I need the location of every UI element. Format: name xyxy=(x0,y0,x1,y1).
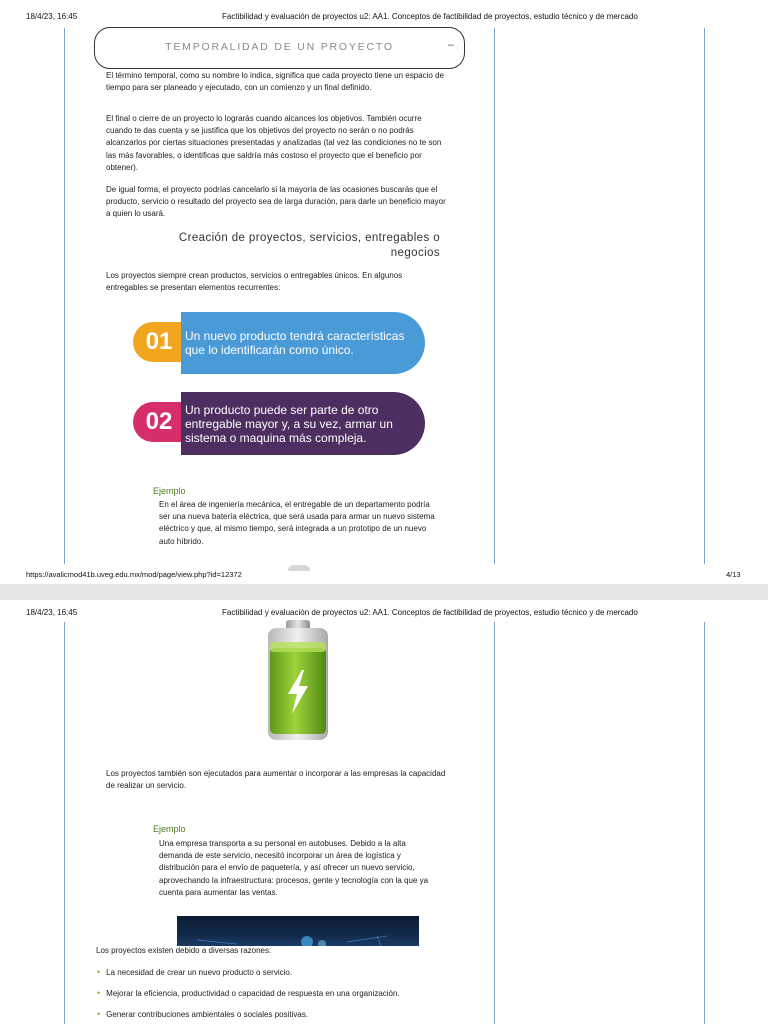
print-header xyxy=(0,608,768,620)
list-item xyxy=(97,1009,308,1019)
example-label: Ejemplo xyxy=(153,486,186,496)
paragraph-temporal: El término temporal, como su nombre lo indica, significa que cada proyecto tiene un espacio de tiempo para ser planeado y ejecutado, con un comienzo y un final definido. xyxy=(106,71,444,93)
accordion-temporalidad[interactable] xyxy=(94,27,465,69)
print-header xyxy=(0,12,768,24)
card-02 xyxy=(181,392,425,455)
card-01 xyxy=(181,312,425,374)
example-text: En el área de ingeniería mecánica, el entregable de un departamento podría ser una nueva batería eléctrica, que será usada para armar un nuevo sistema eléctrico y que, al mismo tiempo, será integrada a un prototipo de un nuevo auto híbrido. xyxy=(159,500,435,546)
section-subheading: Creación de proyectos, servicios, entregables o negocios xyxy=(178,232,440,259)
page-separator xyxy=(0,584,768,600)
list-item-text: Generar contribuciones ambientales o sociales positivas. xyxy=(106,1010,309,1019)
list-item xyxy=(97,967,292,977)
bullet-icon: • xyxy=(97,1009,101,1019)
page-url: https://avalicmod41b.uveg.edu.mx/mod/page/view.php?id=12372 xyxy=(26,570,242,579)
list-intro: Los proyectos existen debido a diversas razones: xyxy=(96,946,272,955)
print-title: Factibilidad y evaluación de proyectos u2: AA1. Conceptos de factibilidad de proyectos, estudio técnico y de mercado xyxy=(222,608,638,617)
paragraph-servicio: Los proyectos también son ejecutados para aumentar o incorporar a las empresas la capacidad de realizar un servicio. xyxy=(106,769,446,791)
list-item-text: Mejorar la eficiencia, productividad o capacidad de respuesta en una organización. xyxy=(106,989,400,998)
margin-rule xyxy=(704,622,705,1024)
list-item xyxy=(97,988,400,998)
print-title: Factibilidad y evaluación de proyectos u2: AA1. Conceptos de factibilidad de proyectos, estudio técnico y de mercado xyxy=(222,12,638,21)
number-badge-02: 02 xyxy=(133,402,185,442)
bullet-icon: • xyxy=(97,967,101,977)
scroll-indicator xyxy=(288,565,310,571)
paragraph-cierre: El final o cierre de un proyecto lo lograrás cuando alcances los objetivos. También ocurre cuando te das cuenta y se justifica que los objetivos del proyecto no serán o no podrás alcanzarlos por ciertas situaciones presentadas y analizadas (tal vez las condiciones no te son las más favorables, o identificas que saldría más costoso el proyecto que el beneficio por obtener). xyxy=(106,114,442,172)
content-right-rule xyxy=(494,28,495,564)
card-01-text: Un nuevo producto tendrá características que lo identificarán como único. xyxy=(185,329,405,357)
pdf-page-5 xyxy=(0,600,768,1024)
number-badge-01: 01 xyxy=(133,322,185,362)
print-date: 18/4/23, 16:45 xyxy=(26,12,78,21)
margin-rule xyxy=(704,28,705,564)
paragraph-cancelar: De igual forma, el proyecto podrías cancelarlo si la mayoría de las ocasiones buscarás que el producto, servicio o resultado del proyecto sea de larga duración, para darle un beneficio mayor a quien lo usará. xyxy=(106,185,446,219)
card-02-text: Un producto puede ser parte de otro entregable mayor y, a su vez, armar un sistema o maquina más compleja. xyxy=(185,402,393,445)
paragraph-intro: Los proyectos siempre crean productos, servicios o entregables únicos. En algunos entregables se presentan elementos recurrentes: xyxy=(106,271,403,293)
print-date: 18/4/23, 16:45 xyxy=(26,608,78,617)
list-item-text: La necesidad de crear un nuevo producto o servicio. xyxy=(106,968,293,977)
content-right-rule xyxy=(494,622,495,1024)
example-label: Ejemplo xyxy=(153,824,186,834)
collapse-icon[interactable]: – xyxy=(447,39,454,51)
content-left-rule xyxy=(64,622,65,1024)
accordion-title: TEMPORALIDAD DE UN PROYECTO xyxy=(165,41,394,53)
page-number: 4/13 xyxy=(726,570,741,579)
bullet-icon: • xyxy=(97,988,101,998)
battery-charging-icon xyxy=(264,618,332,742)
content-left-rule xyxy=(64,28,65,564)
example-text: Una empresa transporta a su personal en autobuses. Debido a la alta demanda de este servicio, necesitó incorporar un área de logística y distribución para el envío de paquetería, y así ofrecer un nuevo servicio, aprovechando la infraestructura: procesos, gente y tecnología con la que ya cuenta para aumentar las ventas. xyxy=(159,839,429,897)
city-night-image xyxy=(177,916,419,946)
